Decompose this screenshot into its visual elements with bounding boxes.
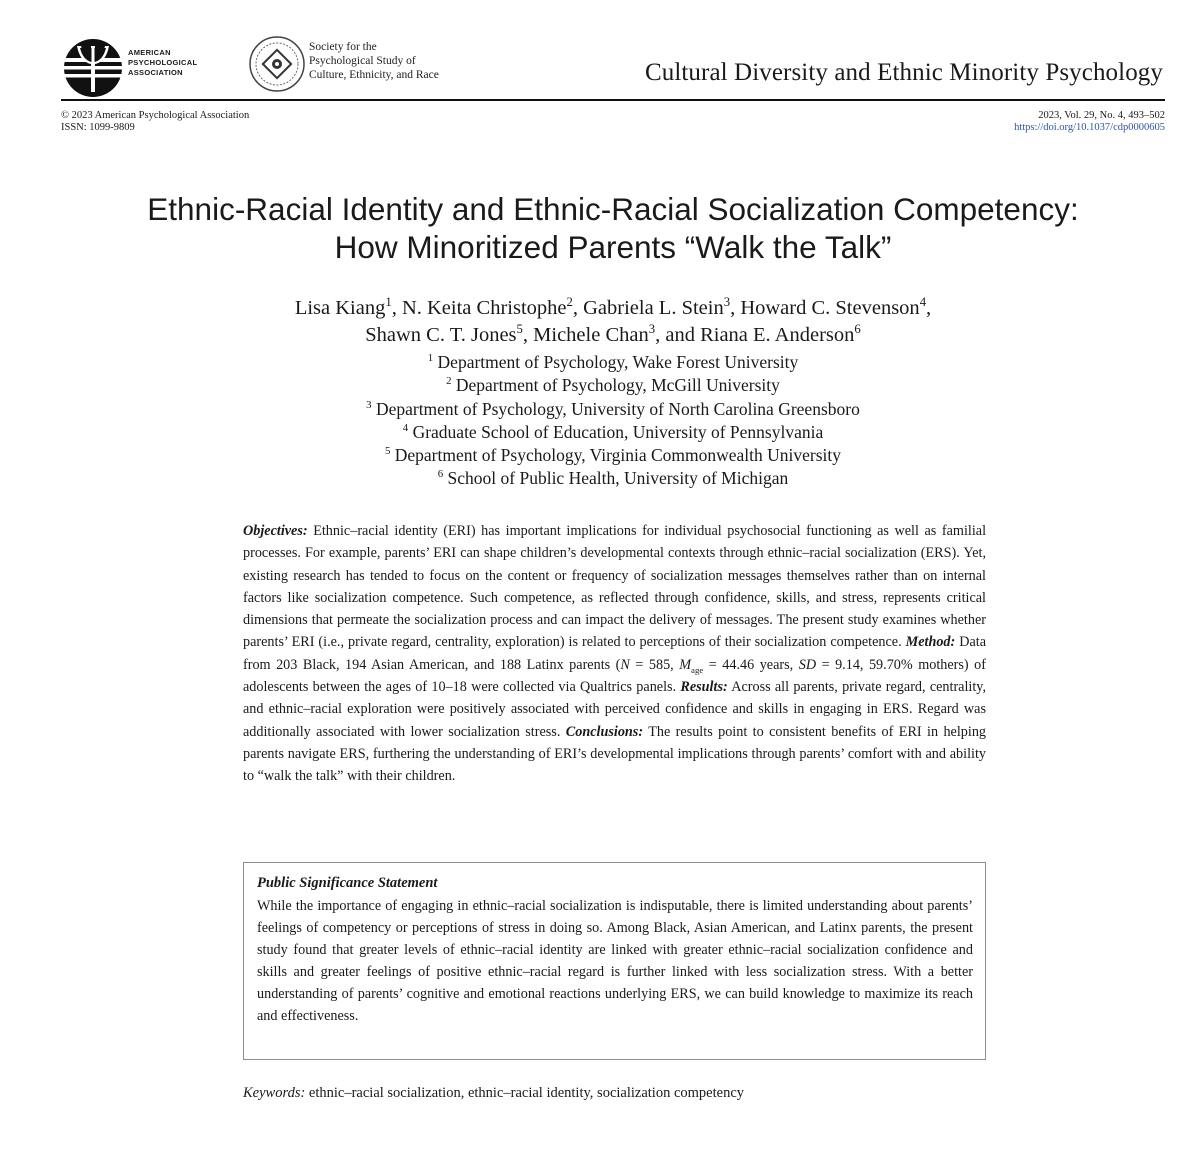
author-name: Lisa Kiang xyxy=(294,297,386,319)
method-label: Method: xyxy=(905,634,956,651)
issn: ISSN: 1099-9809 xyxy=(61,122,135,133)
significance-heading: Public Significance Statement xyxy=(257,875,438,891)
objectives-label: Objectives: xyxy=(243,523,308,539)
keywords-text: ethnic–racial socialization, ethnic–racial identity, socialization competency xyxy=(308,1085,745,1101)
author-list xyxy=(0,295,1200,349)
significance-body: While the importance of engaging in ethnic–racial socialization is indisputable, there is limited understanding about parents’ feelings of competency or perceptions of stress in doing so. Among Black, Asian American, and Latinx parents, the present study found that greater levels of ethnic–racial identity are linked with greater ethnic–racial socialization confidence and skills and greater feelings of positive ethnic–racial regard is further linked with less socialization stress. With a better understanding of parents’ cognitive and emotional reactions underlying ERS, we can build knowledge to maximize its reach and effectiveness. xyxy=(257,898,973,1025)
author-name: Michele Chan xyxy=(533,324,649,346)
affiliation: $^4$ Graduate School of Education, University of Pennsylvania xyxy=(402,421,824,442)
citation-block xyxy=(1014,110,1165,134)
copyright: © 2023 American Psychological Association xyxy=(61,110,250,121)
affiliation: $^1$ Department of Psychology, Wake Forest University xyxy=(427,352,799,372)
affiliation: $^2$ Department of Psychology, McGill University xyxy=(446,375,780,396)
results-text: Across all parents, private regard, centrality, and ethnic–racial exploration were positively associated with perceived confidence and skills in engaging in ERS. Regard was additionally associated with lower socialization stress. xyxy=(243,679,987,740)
keywords-label: Keywords: xyxy=(243,1085,306,1101)
affiliation: $^3$ Department of Psychology, University of North Carolina Greensboro xyxy=(366,398,860,419)
conclusions-text: The results point to consistent benefits of ERI in helping parents navigate ERS, furthering the understanding of ERI’s developmental implications through parents’ comfort with and ability to “walk the talk” with their children. xyxy=(243,723,987,785)
affiliation-list xyxy=(0,351,1200,491)
author-name: Riana E. Anderson xyxy=(700,324,855,346)
author-sup: 2 xyxy=(566,295,573,310)
conclusions-label: Conclusions: xyxy=(565,723,644,740)
apa-logo-text: AMERICAN PSYCHOLOGICAL ASSOCIATION xyxy=(128,48,198,77)
author-line-1: Lisa Kiang$^1$, N. Keita Christophe$^2$, Gabriela L. Stein$^3$, Howard C. Stevenson$^4$, xyxy=(294,295,932,319)
author-name: Howard C. Stevenson xyxy=(740,297,920,319)
paper-title: Ethnic-Racial Identity and Ethnic-Racial Socialization Competency: How Minoritized Parents “Walk the Talk” xyxy=(147,191,1079,265)
author-line-2: Shawn C. T. Jones$^5$, Michele Chan$^3$, and Riana E. Anderson$^6$ xyxy=(365,322,861,346)
author-sup: 5 xyxy=(516,322,523,337)
author-sup: 1 xyxy=(385,295,392,310)
author-sup: 4 xyxy=(919,295,927,310)
society-name: Society for the Psychological Study of Culture, Ethnicity, and Race xyxy=(309,41,439,81)
author-name: N. Keita Christophe xyxy=(401,297,567,319)
author-name: Shawn C. T. Jones xyxy=(365,324,517,346)
journal-title: Cultural Diversity and Ethnic Minority Psychology xyxy=(644,59,1163,86)
keywords xyxy=(243,1085,744,1102)
author-name: Gabriela L. Stein xyxy=(583,297,724,319)
author-sup: 3 xyxy=(723,295,731,310)
affiliation: $^5$ Department of Psychology, Virginia Commonwealth University xyxy=(384,445,842,466)
society-seal-icon xyxy=(248,35,306,93)
copyright-block xyxy=(61,110,249,134)
citation: 2023, Vol. 29, No. 4, 493–502 xyxy=(1038,110,1165,121)
header-divider xyxy=(61,99,1165,101)
author-sup: 6 xyxy=(854,322,861,337)
affiliation: $^6$ School of Public Health, University of Michigan xyxy=(437,468,789,489)
objectives-text: Ethnic–racial identity (ERI) has important implications for individual psychosocial functioning as well as familial processes. For example, parents’ ERI can shape children’s developmental contexts through ethnic–racial socialization (ERS). Yet, existing research has tended to focus on the content or frequency of socialization messages themselves rather than on internal factors like socialization competence. Such competence, as reflected through confidence, skills, and stress, represents critical dimensions that permeate the socialization process and can impact the delivery of messages. The present study examines whether parents’ ERI (i.e., private regard, centrality, exploration) is related to perceptions of their socialization competence. xyxy=(243,523,987,651)
apa-logo-icon xyxy=(60,38,126,98)
doi-link[interactable]: https://doi.org/10.1037/cdp0000605 xyxy=(1014,122,1165,133)
results-label: Results: xyxy=(680,679,728,696)
author-sup: 3 xyxy=(648,322,656,337)
abstract: Objectives: Ethnic–racial identity (ERI) has important implications for individual psychosocial functioning as well as familial processes. For example, parents’ ERI can shape children’s developmental contexts through ethnic–racial socialization (ERS). Yet, existing research has tended to focus on the content or frequency of socialization messages themselves rather than on internal factors like socialization competence. Such competence, as reflected through confidence, skills, and stress, represents critical dimensions that permeate the socialization process and can impact the delivery of messages. The present study examines whether parents’ ERI (i.e., private regard, centrality, exploration) is related to perceptions of their socialization competence. Method: Data from 203 Black, 194 Asian American, and 188 Latinx parents (N = 585, $M_{age} = 44.46$ years, SD = 9.14, 59.70% mothers) of adolescents between the ages of 10–18 were collected via Qualtrics panels. Results: Across all parents, private regard, centrality, and ethnic–racial exploration were positively associated with perceived confidence and skills in engaging in ERS. Regard was additionally associated with lower socialization stress. Conclusions: The results point to consistent benefits of ERI in helping parents navigate ERS, furthering the understanding of ERI’s developmental implications through parents’ comfort with and ability to “walk the talk” with their children. xyxy=(243,523,987,785)
